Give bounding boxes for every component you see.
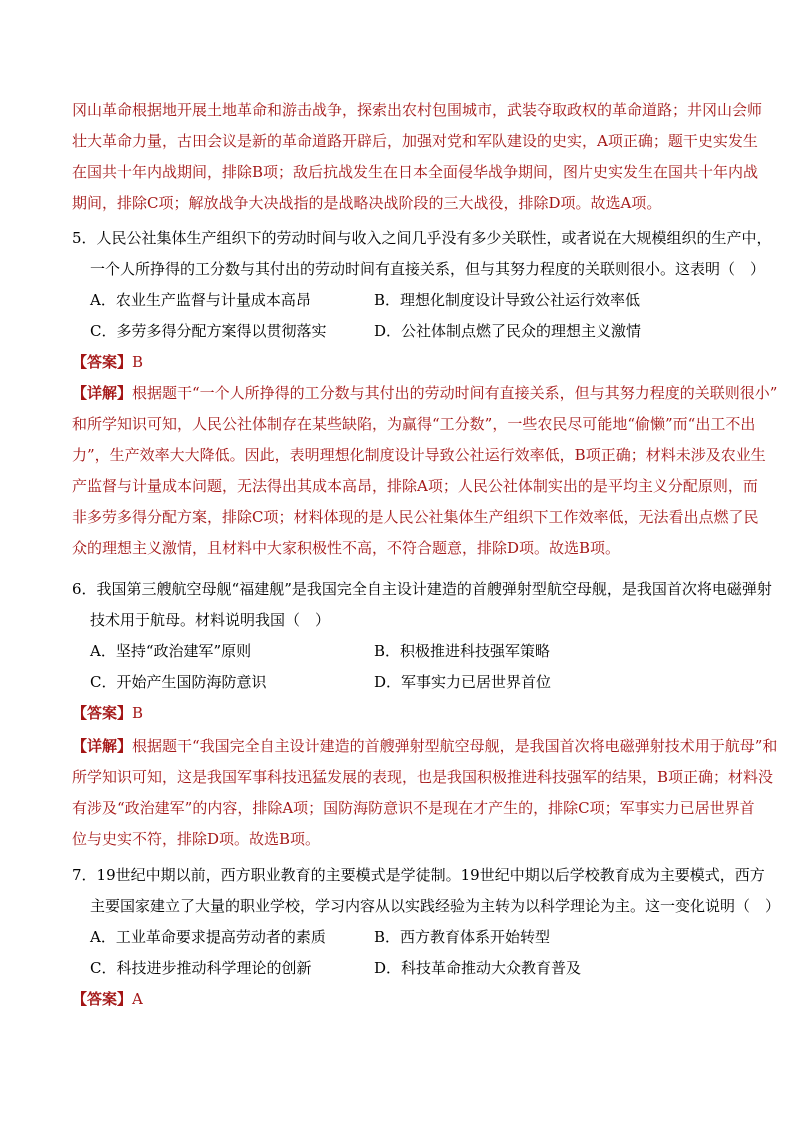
answer [72,698,722,729]
option-c: C．科技进步推动科学理论的创新 [90,959,312,977]
text-line: 位与史实不符，排除D项。故选B项。 [72,830,321,848]
question-stem: 技术用于航母。材料说明我国（ ） [90,611,331,629]
answer-label: 【答案】 [72,704,133,722]
question-stem: 一个人所挣得的工分数与其付出的劳动时间有直接关系，但与其努力程度的关联则很小。这表明（ ） [90,260,766,278]
text-line: 产监督与计量成本问题，无法得出其成本高昂，排除A项；人民公社体制实出的是平均主义分配原则，而 [72,477,758,495]
option-row [72,922,722,953]
option-d: D．军事实力已居世界首位 [374,673,552,691]
detail-6 [72,731,778,855]
answer [72,984,722,1015]
option-b: B．积极推进科技强军策略 [374,642,551,660]
option-row [72,636,722,667]
text-line [72,731,778,762]
option-a: A．工业革命要求提高劳动者的素质 [90,928,326,946]
option-d: D．公社体制点燃了民众的理想主义激情 [374,322,642,340]
answer-value: A [132,990,143,1008]
text-line [72,378,778,409]
option-b: B．西方教育体系开始转型 [374,928,551,946]
detail-5 [72,378,778,564]
text-line: 冈山革命根据地开展土地革命和游击战争，探索出农村包围城市，武装夺取政权的革命道路；井冈山会师 [72,101,763,119]
question-5 [72,223,772,378]
detail-label: 【详解】 [72,737,133,755]
option-b: B．理想化制度设计导致公社运行效率低 [374,291,641,309]
question-stem: 主要国家建立了大量的职业学校，学习内容从以实践经验为主转为以科学理论为主。这一变化说明（ ） [90,897,781,915]
detail-text: 根据题干“一个人所挣得的工分数与其付出的劳动时间有直接关系，但与其努力程度的关联则很小” [132,384,778,402]
answer [72,347,722,378]
detail-label: 【详解】 [72,384,133,402]
question-stem: 5．人民公社集体生产组织下的劳动时间与收入之间几乎没有多少关联性，或者说在大规模组织的生产中， [72,229,772,247]
option-c: C．开始产生国防海防意识 [90,673,267,691]
answer-value: B [132,704,144,722]
text-line: 在国共十年内战期间，排除B项；敌后抗战发生在日本全面侵华战争期间，图片史实发生在国共十年内战 [72,163,759,181]
question-7 [72,860,781,1015]
option-d: D．科技革命推动大众教育普及 [374,959,582,977]
question-stem: 7．19世纪中期以前，西方职业教育的主要模式是学徒制。19世纪中期以后学校教育成为主要模式，西方 [72,866,765,884]
option-row [72,285,722,316]
question-6 [72,574,772,729]
option-row [72,953,722,984]
answer-label: 【答案】 [72,353,133,371]
text-line: 壮大革命力量，古田会议是新的革命道路开辟后，加强对党和军队建设的史实，A项正确；题干史实发生 [72,132,758,150]
option-a: A．坚持“政治建军”原则 [90,642,252,660]
text-line: 和所学知识可知，人民公社体制存在某些缺陷，为赢得“工分数”，一些农民尽可能地“偷懒”而“出工不出 [72,415,756,433]
question-stem: 6．我国第三艘航空母舰“福建舰”是我国完全自主设计建造的首艘弹射型航空母舰，是我国首次将电磁弹射 [72,580,772,598]
text-line: 力”，生产效率大大降低。因此，表明理想化制度设计导致公社运行效率低，B项正确；材料未涉及农业生 [72,446,766,464]
answer-label: 【答案】 [72,990,133,1008]
text-line: 有涉及“政治建军”的内容，排除A项；国防海防意识不是现在才产生的，排除C项；军事实力已居世界首 [72,799,755,817]
option-a: A．农业生产监督与计量成本高昂 [90,291,311,309]
option-row [72,667,722,698]
text-line: 众的理想主义激情，且材料中大家积极性不高，不符合题意，排除D项。故选B项。 [72,539,621,557]
text-line: 期间，排除C项；解放战争大决战指的是战略决战阶段的三大战役，排除D项。故选A项。 [72,194,662,212]
intro-explanation [72,95,763,219]
answer-value: B [132,353,144,371]
text-line: 非多劳多得分配方案，排除C项；材料体现的是人民公社集体生产组织下工作效率低，无法看出点燃了民 [72,508,759,526]
option-c: C．多劳多得分配方案得以贯彻落实 [90,322,327,340]
option-row [72,316,722,347]
text-line: 所学知识可知，这是我国军事科技迅猛发展的表现，也是我国积极推进科技强军的结果，B项正确；材料没 [72,768,774,786]
detail-text: 根据题干“我国完全自主设计建造的首艘弹射型航空母舰，是我国首次将电磁弹射技术用于航母”和 [132,737,778,755]
